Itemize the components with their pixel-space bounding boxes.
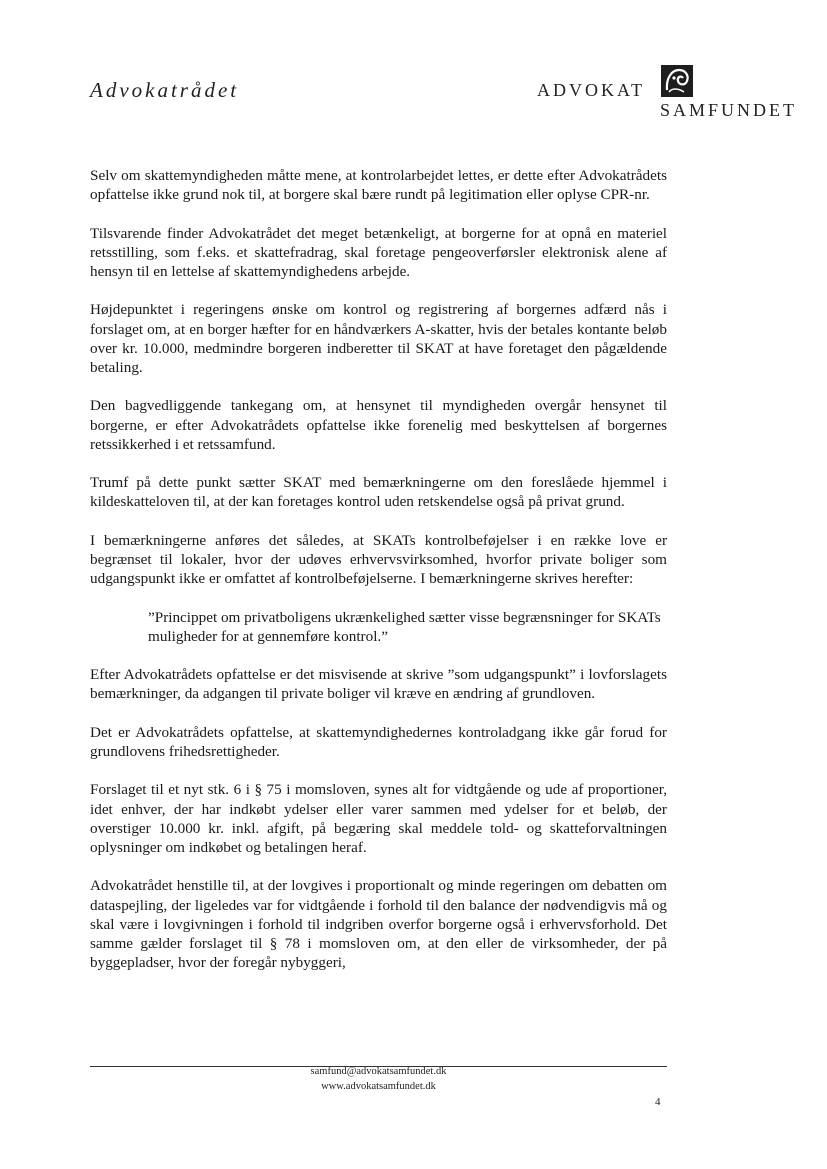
paragraph: I bemærkningerne anføres det således, at SKATs kontrolbeføjelser i en række love er begrænset til lokaler, hvor der udøves erhvervsvirksomhed, hvorfor private boliger som udgangspunkt ikke er omfattet af kontrolbeføjelserne. I bemærkningerne skrives herefter: [90, 531, 667, 588]
page-number: 4 [655, 1096, 661, 1108]
footer-email: samfund@advokatsamfundet.dk [310, 1066, 447, 1077]
letter-body [90, 166, 667, 992]
paragraph: Efter Advokatrådets opfattelse er det misvisende at skrive ”som udgangspunkt” i lovforslagets bemærkninger, da adgangen til private boliger vil kræve en ændring af grundloven. [90, 666, 667, 703]
footer-website: www.advokatsamfundet.dk [321, 1081, 436, 1092]
paragraph: Det er Advokatrådets opfattelse, at skattemyndighedernes kontroladgang ikke går forud for grundlovens frihedsrettigheder. [90, 723, 667, 760]
advokatradet-wordmark: Advokatrådet [90, 78, 240, 102]
paragraph: Trumf på dette punkt sætter SKAT med bemærkningerne om den foreslåede hjemmel i kildeskatteloven til, at der kan foretages kontrol uden retskendelse også på privat grund. [90, 474, 667, 511]
paragraph: Højdepunktet i regeringens ønske om kontrol og registrering af borgernes adfærd nås i forslaget om, at en borger hæfter for en håndværkers A-skatter, hvis der betales kontante beløb over kr. 10.000, medmindre borgeren indberetter til SKAT at have foretaget den pågældende betaling. [90, 301, 667, 376]
paragraph: Tilsvarende finder Advokatrådet det meget betænkeligt, at borgerne for at opnå en materiel retsstilling, som f.eks. et skattefradrag, skal foretage pengeoverførsler elektronisk alene af hensyn til en lettelse af skattemyndighedens arbejde. [90, 224, 667, 280]
paragraph: Selv om skattemyndigheden måtte mene, at kontrolarbejdet lettes, er dette efter Advokatrådets opfattelse ikke grund nok til, at borgere skal bære rundt på legitimation eller oplyse CPR-nr. [90, 167, 667, 204]
logo-word-advokat: ADVOKAT [537, 80, 645, 100]
paragraph: Den bagvedliggende tankegang om, at hensynet til myndigheden overgår hensynet til borgerne, er efter Advokatrådets opfattelse ikke forenelig med beskyttelsen af borgernes retssikkerhed i et retssamfund. [90, 397, 667, 453]
paragraph: Forslaget til et nyt stk. 6 i § 75 i momsloven, synes alt for vidtgående og ude af proportioner, idet enhver, der har indkøbt ydelser eller varer sammen med ydelser for et beløb, der overstiger 10.000 kr. inkl. afgift, på begæring skal meddele told- og skatteforvaltningen oplysninger om indkøbet og betalingen heraf. [90, 781, 667, 856]
paragraph: Advokatrådet henstille til, at der lovgives i proportionalt og minde regeringen om debatten om dataspejling, der ligeledes var for vidtgående i forhold til den balance der nødvendigvis må og skal være i lovgivningen i forhold til indgriben overfor borgerne også i erhvervsforhold. Det samme gælder forslaget til § 78 i momsloven om, at den eller de virksomheder, der på byggepladser, hvor der foregår nybyggeri, [90, 877, 667, 972]
logo-word-samfundet: SAMFUNDET [660, 100, 798, 120]
block-quote: ”Princippet om privatboligens ukrænkelighed sætter visse begrænsninger for SKATs muligheder for at gennemføre kontrol.” [148, 608, 661, 645]
advokatsamfundet-seal-icon [660, 64, 694, 98]
advokatsamfundet-logo [537, 62, 817, 122]
